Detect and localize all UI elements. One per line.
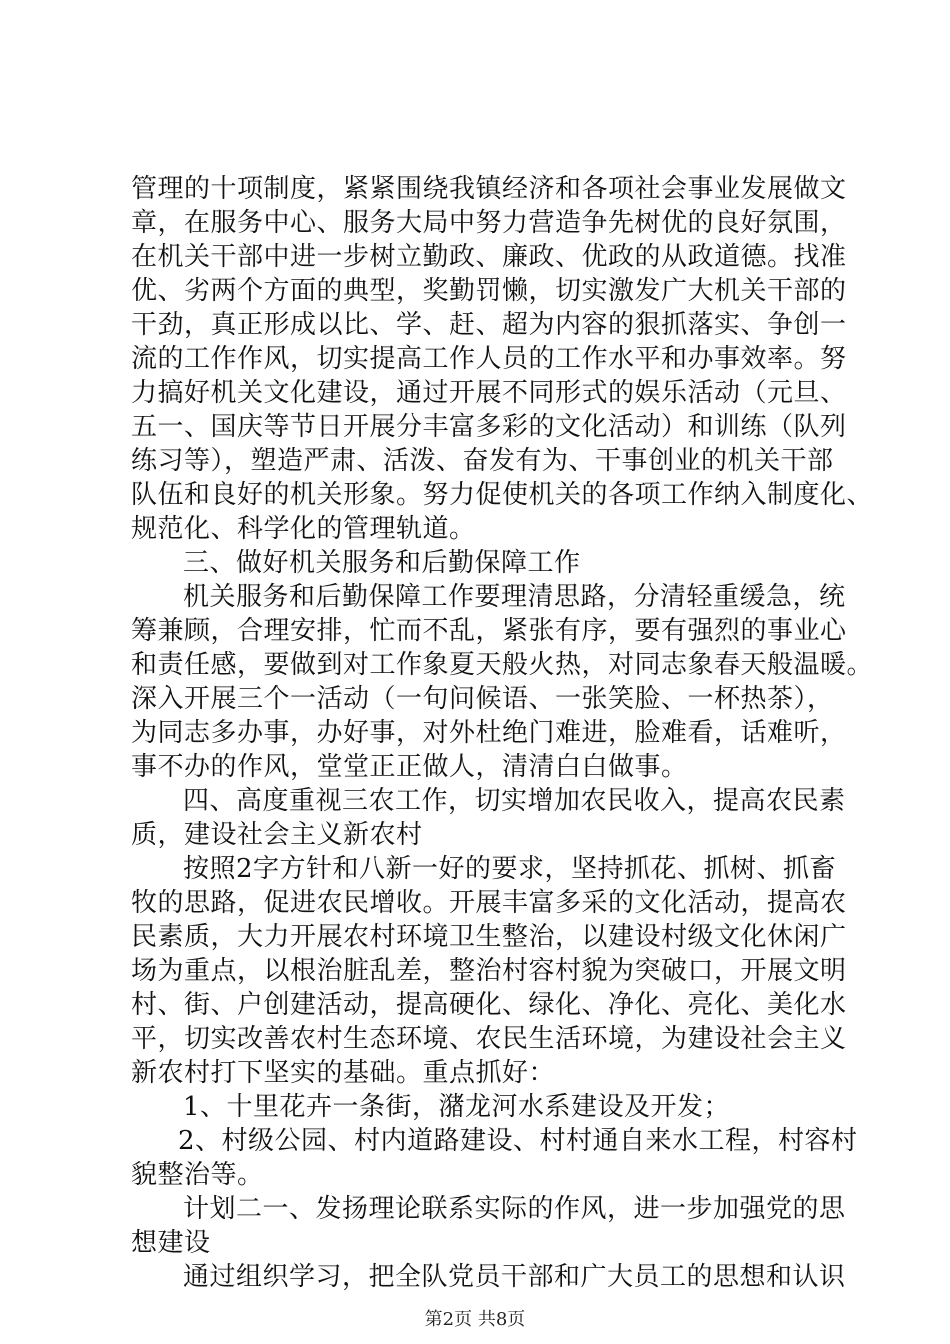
text-line: 五一、国庆等节日开展分丰富多彩的文化活动）和训练（队列 [131,412,847,442]
text-line: 优、劣两个方面的典型，奖勤罚懒，切实激发广大机关干部的 [131,276,847,306]
list-item: 貌整治等。 [131,1160,264,1190]
list-item: 1、十里花卉一条街，潴龙河水系建设及开发； [183,1092,731,1122]
list-item: 2、村级公园、村内道路建设、村村通自来水工程，村容村 [178,1126,858,1156]
text-line: 流的工作作风，切实提高工作人员的工作水平和办事效率。努 [131,344,847,374]
text-line: 按照2字方针和八新一好的要求，坚持抓花、抓树、抓畜 [183,854,837,884]
text-line: 场为重点，以根治脏乱差，整治村容村貌为突破口，开展文明 [131,956,847,986]
text-line: 为同志多办事，办好事，对外杜绝门难进，脸难看，话难听， [131,718,847,748]
text-line: 新农村打下坚实的基础。重点抓好： [131,1058,556,1088]
text-line: 民素质，大力开展农村环境卫生整治，以建设村级文化休闲广 [131,922,847,952]
text-line: 力搞好机关文化建设，通过开展不同形式的娱乐活动（元旦、 [131,378,847,408]
text-line: 干劲，真正形成以比、学、赶、超为内容的狠抓落实、争创一 [131,310,847,340]
section-heading: 计划二一、发扬理论联系实际的作风，进一步加强党的思 [183,1194,846,1224]
text-line: 通过组织学习，把全队党员干部和广大员工的思想和认识 [183,1262,846,1292]
text-line: 事不办的作风，堂堂正正做人，清清白白做事。 [131,752,688,782]
page-footer: 第2页 共8页 [424,1309,526,1330]
text-line: 筹兼顾，合理安排，忙而不乱，紧张有序，要有强烈的事业心 [131,616,847,646]
text-line: 队伍和良好的机关形象。努力促使机关的各项工作纳入制度化、 [131,480,874,510]
text-line: 练习等），塑造严肃、活泼、奋发有为、干事创业的机关干部 [131,446,834,476]
text-line: 和责任感，要做到对工作象夏天般火热，对同志象春天般温暖。 [131,650,874,680]
text-line: 章，在服务中心、服务大局中努力营造争先树优的良好氛围， [131,208,847,238]
section-heading: 想建设 [131,1228,211,1258]
text-line: 村、街、户创建活动，提高硬化、绿化、净化、亮化、美化水 [131,990,847,1020]
text-line: 深入开展三个一活动（一句问候语、一张笑脸、一杯热茶）， [131,684,834,714]
text-line: 牧的思路，促进农民增收。开展丰富多采的文化活动，提高农 [131,888,847,918]
section-heading: 三、做好机关服务和后勤保障工作 [183,548,581,578]
section-heading: 四、高度重视三农工作，切实增加农民收入，提高农民素 [183,786,846,816]
text-line: 规范化、科学化的管理轨道。 [131,514,476,544]
text-line: 管理的十项制度，紧紧围绕我镇经济和各项社会事业发展做文 [131,174,847,204]
section-heading: 质，建设社会主义新农村 [131,820,423,850]
text-line: 机关服务和后勤保障工作要理清思路，分清轻重缓急，统 [183,582,846,612]
text-line: 在机关干部中进一步树立勤政、廉政、优政的从政道德。找准 [131,242,847,272]
text-line: 平，切实改善农村生态环境、农民生活环境，为建设社会主义 [131,1024,847,1054]
